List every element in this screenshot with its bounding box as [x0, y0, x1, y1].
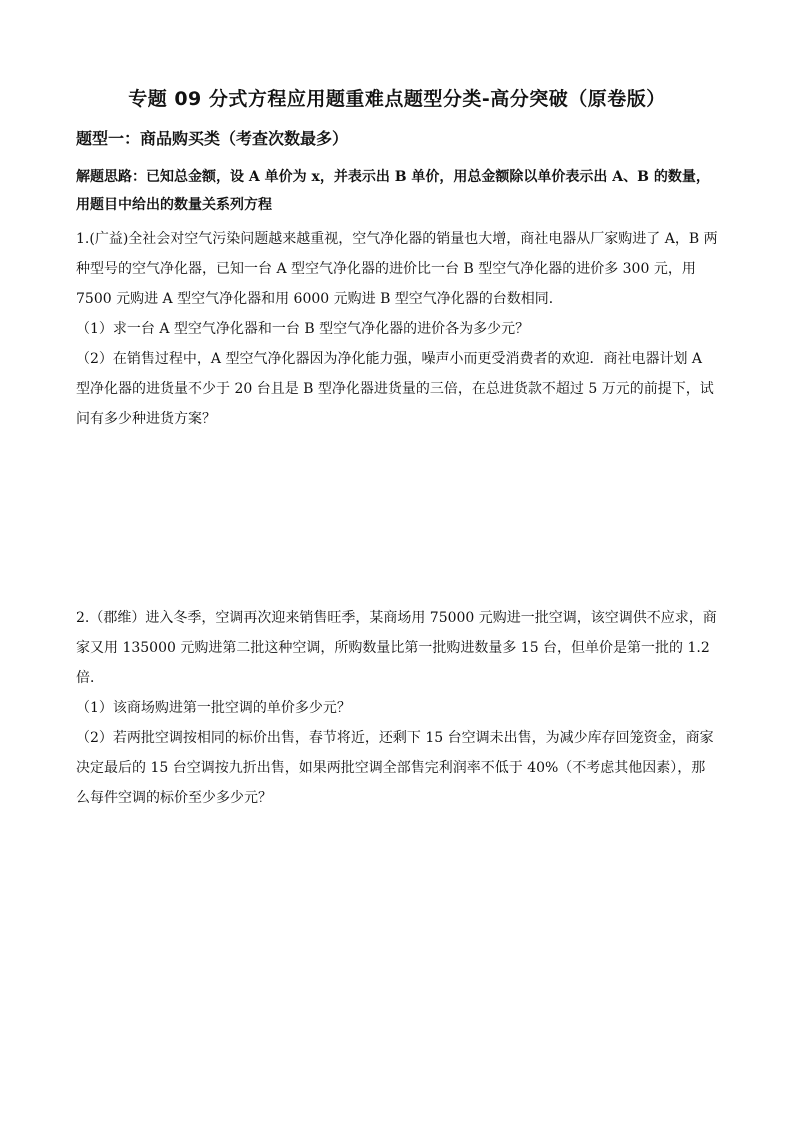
section-heading: 题型一：商品购买类（考查次数最多）: [76, 129, 349, 148]
problem-1-stem: 1.(广益)全社会对空气污染问题越来越重视，空气净化器的销量也大增，商社电器从厂家购进了 A，B 两种型号的空气净化器，已知一台 A 型空气净化器的进价比一台 B 型空气净化器的进价多 300 元，用 7500 元购进 A 型空气净化器和用 6000 元购进 B 型空气净化器的台数相同．: [76, 231, 718, 307]
problem-1: [76, 224, 718, 434]
problem-2-question-1: （1）该商场购进第一批空调的单价多少元？: [76, 700, 351, 716]
document-title: 专题 09 分式方程应用题重难点题型分类-高分突破（原卷版）: [128, 88, 666, 110]
problem-1-question-1: （1）求一台 A 型空气净化器和一台 B 型空气净化器的进价各为多少元？: [76, 321, 530, 337]
problem-2-question-2: （2）若两批空调按相同的标价出售，春节将近，还剩下 15 台空调未出售，为减少库存回笼资金，商家决定最后的 15 台空调按九折出售，如果两批空调全部售完利润率不低于 40%（不考虑其他因素），那么每件空调的标价至少多少元？: [76, 730, 714, 806]
problem-2: [76, 603, 718, 813]
problem-1-question-2: （2）在销售过程中，A 型空气净化器因为净化能力强，噪声小而更受消费者的欢迎．商社电器计划 A 型净化器的进货量不少于 20 台且是 B 型净化器进货量的三倍，在总进货款不超过 5 万元的前提下，试问有多少种进货方案？: [76, 351, 714, 427]
problem-2-stem: 2.（郡维）进入冬季，空调再次迎来销售旺季，某商场用 75000 元购进一批空调，该空调供不应求，商家又用 135000 元购进第二批这种空调，所购数量比第一批购进数量多 15 台，但单价是第一批的 1.2 倍．: [76, 610, 717, 686]
solution-tips: 解题思路：已知总金额，设 A 单价为 x，并表示出 B 单价，用总金额除以单价表示出 A、B 的数量，用题目中给出的数量关系列方程: [76, 169, 710, 213]
